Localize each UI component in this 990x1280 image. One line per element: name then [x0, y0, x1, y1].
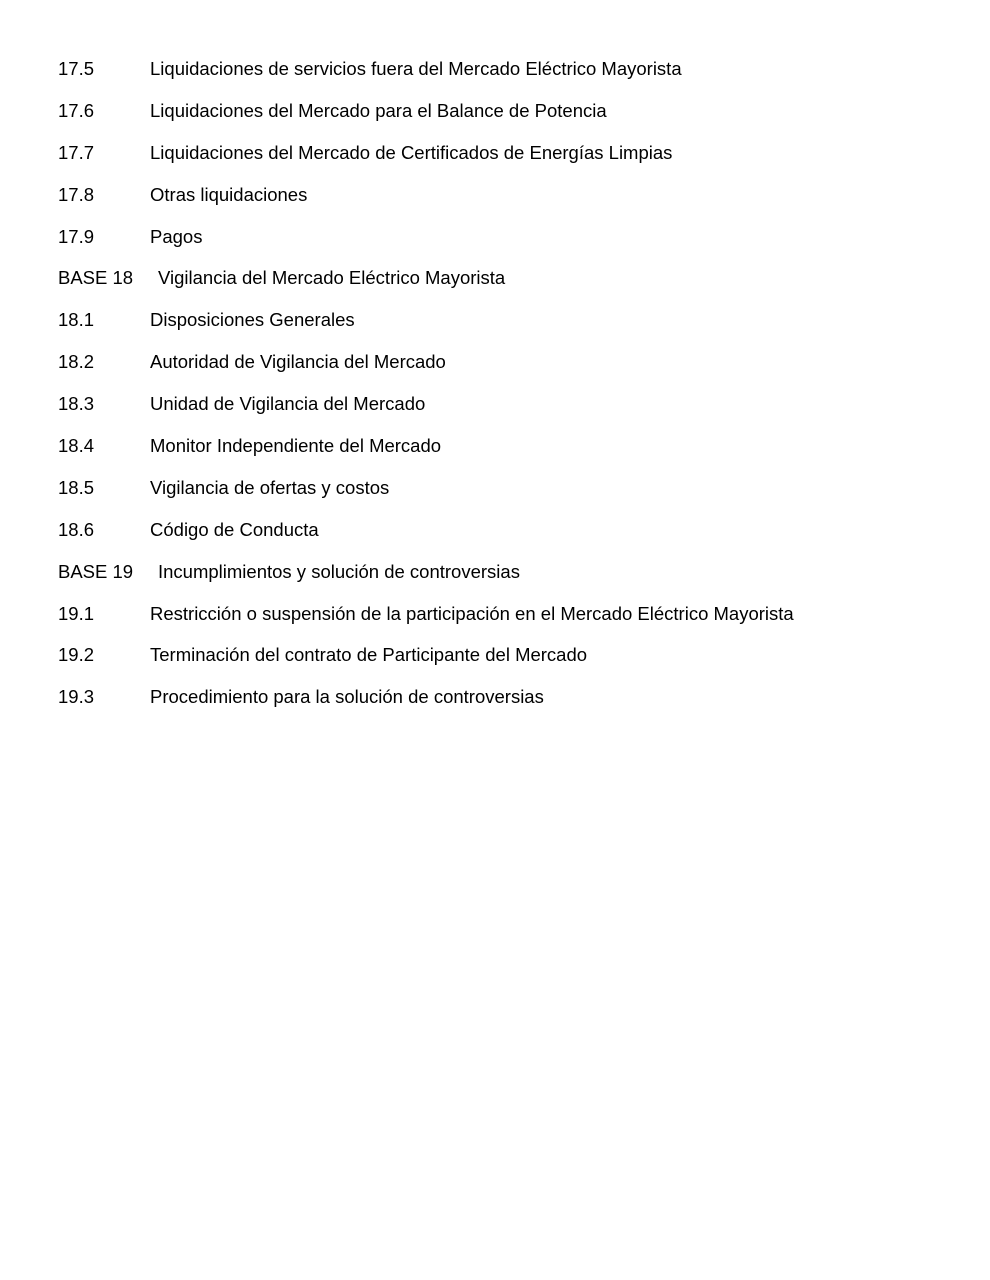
toc-entry-number: 18.4	[58, 435, 95, 457]
toc-entry-number: 18.5	[58, 476, 95, 498]
toc-entry-number: 18.6	[58, 518, 95, 540]
toc-section-number: BASE 19	[58, 560, 134, 582]
toc-entry-title: Liquidaciones del Mercado de Certificados de Energías Limpias	[150, 141, 673, 163]
toc-entry-title: Monitor Independiente del Mercado	[150, 435, 442, 457]
toc-entry-number: 18.1	[58, 309, 95, 331]
table-of-contents	[58, 57, 958, 727]
toc-entry-number: 17.5	[58, 58, 95, 79]
toc-entry-title: Liquidaciones del Mercado para el Balance de Potencia	[150, 99, 607, 121]
toc-section-heading	[58, 266, 958, 308]
toc-entry	[58, 434, 958, 476]
toc-entry	[58, 183, 958, 225]
toc-entry-title: Restricción o suspensión de la participación en el Mercado Eléctrico Mayorista	[150, 602, 794, 624]
toc-entry	[58, 476, 958, 518]
toc-entry	[58, 518, 958, 560]
toc-entry-title: Otras liquidaciones	[150, 183, 308, 205]
toc-section-title: Incumplimientos y solución de controversias	[158, 560, 520, 582]
toc-entry-number: 17.6	[58, 99, 95, 121]
toc-entry	[58, 602, 958, 644]
toc-entry	[58, 225, 958, 267]
toc-entry-number: 17.8	[58, 183, 95, 205]
toc-entry-title: Vigilancia de ofertas y costos	[150, 476, 390, 498]
toc-entry-title: Autoridad de Vigilancia del Mercado	[150, 351, 446, 373]
toc-entry	[58, 392, 958, 434]
toc-entry-title: Procedimiento para la solución de controversias	[150, 686, 544, 708]
toc-entry-number: 17.7	[58, 141, 95, 163]
toc-entry-title: Unidad de Vigilancia del Mercado	[150, 393, 426, 415]
toc-entry-number: 18.2	[58, 351, 95, 373]
toc-entry-number: 17.9	[58, 225, 95, 247]
toc-entry	[58, 350, 958, 392]
toc-entry-title: Terminación del contrato de Participante del Mercado	[150, 644, 588, 666]
toc-entry-title: Disposiciones Generales	[150, 309, 355, 331]
toc-entry	[58, 57, 958, 99]
toc-entry	[58, 643, 958, 685]
toc-entry-title: Liquidaciones de servicios fuera del Mercado Eléctrico Mayorista	[150, 58, 682, 79]
toc-entry-number: 19.1	[58, 602, 95, 624]
toc-entry-number: 19.2	[58, 644, 95, 666]
toc-section-heading	[58, 560, 958, 602]
toc-entry	[58, 685, 958, 727]
toc-entry	[58, 99, 958, 141]
toc-entry-title: Pagos	[150, 225, 203, 247]
toc-entry-title: Código de Conducta	[150, 518, 319, 540]
toc-entry	[58, 141, 958, 183]
toc-section-number: BASE 18	[58, 267, 134, 289]
toc-entry-number: 19.3	[58, 686, 95, 708]
toc-entry-number: 18.3	[58, 393, 95, 415]
toc-entry	[58, 308, 958, 350]
toc-section-title: Vigilancia del Mercado Eléctrico Mayorista	[158, 267, 506, 289]
